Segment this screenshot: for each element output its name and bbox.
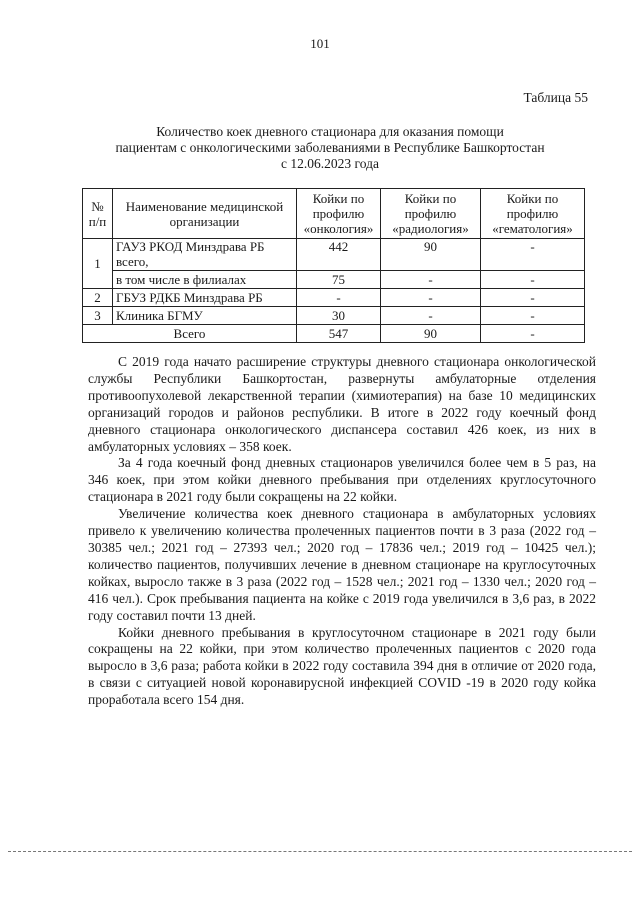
table-total-row: [83, 325, 585, 343]
row-radiology: 90: [381, 239, 481, 271]
row-name: ГАУЗ РКОД Минздрава РБ всего,: [113, 239, 297, 271]
row-hematology: -: [481, 289, 585, 307]
header-name: Наименование медицинской организации: [113, 189, 297, 239]
paragraph: С 2019 года начато расширение структуры дневного стационара онкологической службы Республики Башкортостан, развернуты амбулаторные отделения противоопухолевой лекарственной терапии (химиотерапия) на базе 10 медицинских организаций городов и районов республики. В итоге в 2022 году коечный фонд дневного стационара онкологического диспансера составил 426 коек, из них в амбулаторных условиях – 358 коек.: [88, 354, 596, 454]
row-num: 3: [83, 307, 113, 325]
row-oncology: 442: [297, 239, 381, 271]
page-number: 101: [310, 36, 330, 51]
body-text: [88, 354, 596, 709]
row-num: 1: [83, 239, 113, 289]
table-row: [83, 271, 585, 289]
total-hematology: -: [481, 325, 585, 343]
total-oncology: 547: [297, 325, 381, 343]
row-hematology: -: [481, 239, 585, 271]
table-title: [60, 124, 600, 172]
total-radiology: 90: [381, 325, 481, 343]
paragraph: Койки дневного пребывания в круглосуточном стационаре в 2021 году были сокращены на 22 койки, при этом количество пролеченных пациентов с 2020 года выросло в 3,6 раза; работа койки в 2022 году составила 394 дня в отличие от 2020 года, в связи с ситуацией новой коронавирусной инфекцией COVID -19 в 2020 году койка проработала всего 154 дня.: [88, 624, 596, 708]
row-num: 2: [83, 289, 113, 307]
title-line: с 12.06.2023 года: [281, 156, 379, 171]
header-oncology: Койки по профилю «онкология»: [297, 189, 381, 239]
row-oncology: 30: [297, 307, 381, 325]
paragraph: Увеличение количества коек дневного стационара в амбулаторных условиях привело к увеличению количества пролеченных пациентов почти в 3 раза (2022 год – 30385 чел.; 2021 год – 27393 чел.; 2020 год – 17836 чел.; 2019 год – 10425 чел.); количество пациентов, получивших лечение в дневном стационаре на круглосуточных койках, выросло также в 3 раза (2022 год – 1528 чел.; 2021 год – 1330 чел.; 2020 год – 416 чел.). Срок пребывания пациента на койке с 2019 года увеличился в 3,6 раз, в 2022 году составил почти 13 дней.: [88, 506, 596, 623]
table-row: [83, 307, 585, 325]
title-line: пациентам с онкологическими заболеваниями в Республике Башкортостан: [115, 140, 545, 155]
paragraph: За 4 года коечный фонд дневных стационаров увеличился более чем в 5 раз, на 346 коек, при этом койки дневного пребывания при отделениях круглосуточного стационара в 2021 году были сокращены на 22 койки.: [88, 455, 596, 505]
beds-table: [82, 188, 585, 343]
row-hematology: -: [481, 307, 585, 325]
row-name: ГБУЗ РДКБ Минздрава РБ: [113, 289, 297, 307]
row-name: в том числе в филиалах: [113, 271, 297, 289]
title-line: Количество коек дневного стационара для оказания помощи: [156, 124, 504, 139]
row-name: Клиника БГМУ: [113, 307, 297, 325]
table-row: [83, 239, 585, 271]
footer-divider: [8, 851, 632, 852]
header-radiology: Койки по профилю «радиология»: [381, 189, 481, 239]
row-oncology: 75: [297, 271, 381, 289]
total-label: Всего: [83, 325, 297, 343]
row-radiology: -: [381, 271, 481, 289]
table-header-row: [83, 189, 585, 239]
table-row: [83, 289, 585, 307]
row-radiology: -: [381, 289, 481, 307]
row-hematology: -: [481, 271, 585, 289]
header-num: № п/п: [83, 189, 113, 239]
header-hematology: Койки по профилю «гематология»: [481, 189, 585, 239]
row-oncology: -: [297, 289, 381, 307]
row-radiology: -: [381, 307, 481, 325]
table-label: Таблица 55: [523, 90, 588, 105]
